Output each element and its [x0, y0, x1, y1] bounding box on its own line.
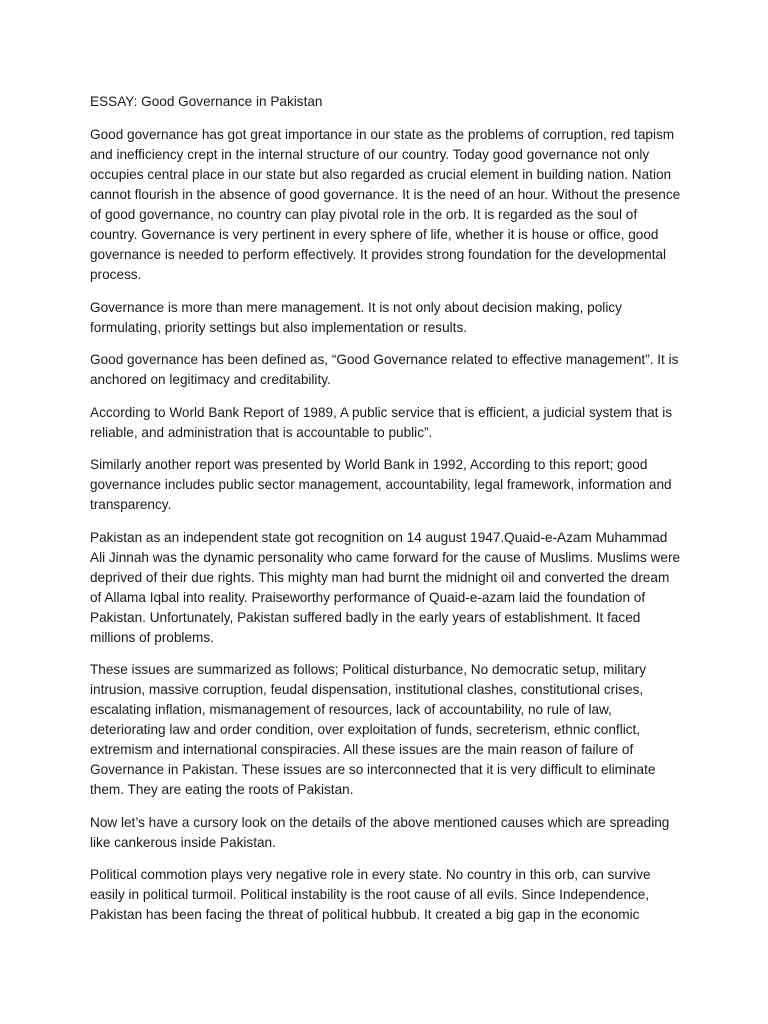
paragraph-9: Political commotion plays very negative role in every state. No country in this orb, can survive easily in political turmoil. Political instability is the root cause of all evils. Since Independence, Pakistan has been facing the threat of political hubbub. It created a big gap in the economic: [90, 867, 651, 922]
paragraph-5: Similarly another report was presented by World Bank in 1992, According to this report; good governance includes public sector management, accountability, legal framework, information and transparency.: [90, 457, 672, 512]
paragraph-3: Good governance has been defined as, “Good Governance related to effective management”. It is anchored on legitimacy and creditability.: [90, 352, 679, 387]
paragraph-1: Good governance has got great importance in our state as the problems of corruption, red tapism and inefficiency crept in the internal structure of our country. Today good governance not only occupies central place in our state but also regarded as crucial element in building nation. Nation cannot flourish in the absence of good governance. It is the need of an hour. Without the presence of good governance, no country can play pivotal role in the orb. It is regarded as the soul of country. Governance is very pertinent in every sphere of life, whether it is house or office, good governance is needed to perform effectively. It provides strong foundation for the developmental process.: [90, 127, 681, 282]
paragraph-2: Governance is more than mere management. It is not only about decision making, policy formulating, priority settings but also implementation or results.: [90, 299, 622, 335]
essay-title: ESSAY: Good Governance in Pakistan: [90, 94, 323, 109]
document-page: [90, 92, 682, 938]
paragraph-7: These issues are summarized as follows; Political disturbance, No democratic setup, military intrusion, massive corruption, feudal dispensation, institutional clashes, constitutional crises, escalating inflation, mismanagement of resources, lack of accountability, no rule of law, deteriorating law and order condition, over exploitation of funds, secreterism, ethnic conflict, extremism and international conspiracies. All these issues are the main reason of failure of Governance in Pakistan. These issues are so interconnected that it is very difficult to eliminate them. They are eating the roots of Pakistan.: [90, 662, 656, 797]
paragraph-4: According to World Bank Report of 1989, A public service that is efficient, a judicial system that is reliable, and administration that is accountable to public”.: [90, 404, 673, 440]
paragraph-6: Pakistan as an independent state got recognition on 14 august 1947.Quaid-e-Azam Muhammad Ali Jinnah was the dynamic personality who came forward for the cause of Muslims. Muslims were deprived of their due rights. This mighty man had burnt the midnight oil and converted the dream of Allama Iqbal into reality. Praiseworthy performance of Quaid-e-azam laid the foundation of Pakistan. Unfortunately, Pakistan suffered badly in the early years of establishment. It faced millions of problems.: [90, 529, 681, 645]
paragraph-8: Now let’s have a cursory look on the details of the above mentioned causes which are spreading like cankerous inside Pakistan.: [90, 814, 670, 850]
